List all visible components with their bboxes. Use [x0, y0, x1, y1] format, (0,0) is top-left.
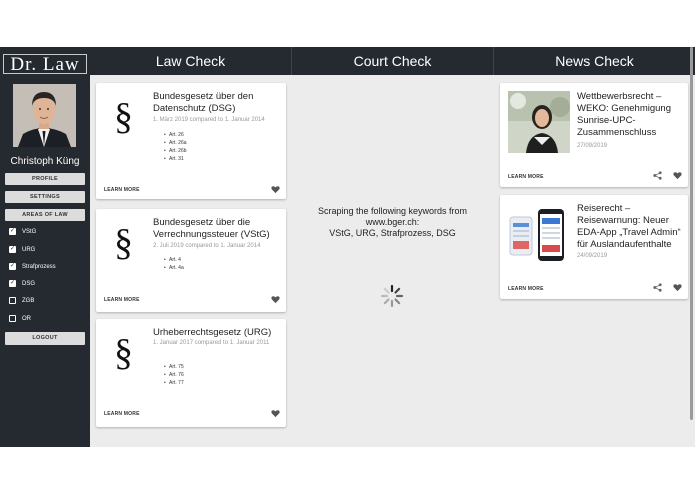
article-list — [164, 131, 187, 163]
profile-button[interactable]: PROFILE — [5, 173, 85, 185]
area-checkbox-dsg[interactable] — [9, 279, 35, 288]
checkbox-label: Strafprozess — [22, 263, 56, 270]
checkbox-checked-icon[interactable]: ✓ — [9, 280, 16, 286]
share-icon[interactable] — [653, 171, 662, 180]
heart-icon[interactable] — [673, 283, 682, 292]
area-checkbox-strafprozess[interactable] — [9, 262, 56, 271]
tab-court-check[interactable]: Court Check — [353, 53, 432, 69]
court-status-keywords: VStG, URG, Strafprozess, DSG — [329, 228, 456, 238]
article-item: • Art. 31 — [164, 155, 187, 163]
article-item: • Art. 26a — [164, 139, 187, 147]
article-item: • Art. 4a — [164, 264, 184, 272]
court-scraping-status — [305, 206, 480, 239]
share-icon[interactable] — [653, 283, 662, 292]
law-compare-date: 1. Januar 2017 compared to 1. Januar 2011 — [153, 340, 270, 346]
law-card[interactable] — [96, 209, 286, 312]
checkbox-label: VStG — [22, 228, 37, 235]
law-title: Bundesgesetz über die Verrechnungssteuer (VStG) — [153, 217, 270, 240]
court-status-url: www.bger.ch: — [365, 217, 420, 227]
checkbox-unchecked-icon[interactable] — [9, 297, 16, 304]
news-date: 27/09/2019 — [577, 143, 608, 149]
court-status-line: Scraping the following keywords from — [317, 206, 468, 216]
checkbox-label: ZGB — [22, 297, 35, 304]
loading-spinner-icon — [380, 284, 404, 308]
news-card[interactable] — [500, 195, 688, 299]
areas-of-law-button[interactable]: AREAS OF LAW — [5, 209, 85, 221]
article-item: • Art. 77 — [164, 379, 184, 387]
heart-icon[interactable] — [271, 409, 280, 418]
settings-button[interactable]: SETTINGS — [5, 191, 85, 203]
news-card[interactable] — [500, 83, 688, 187]
learn-more-link[interactable]: LEARN MORE — [508, 286, 544, 292]
logout-button[interactable]: LOGOUT — [5, 332, 85, 345]
avatar — [13, 84, 76, 147]
article-list — [164, 256, 184, 272]
learn-more-link[interactable]: LEARN MORE — [508, 174, 544, 180]
law-compare-date: 2. Juli 2019 compared to 1. Januar 2014 — [153, 243, 261, 249]
heart-icon[interactable] — [271, 295, 280, 304]
article-list — [164, 363, 184, 387]
article-item: • Art. 75 — [164, 363, 184, 371]
law-card[interactable] — [96, 83, 286, 199]
area-checkbox-or[interactable] — [9, 314, 31, 323]
news-thumbnail-image — [508, 91, 570, 153]
checkbox-label: DSG — [22, 280, 36, 287]
law-card[interactable] — [96, 319, 286, 427]
checkbox-checked-icon[interactable]: ✓ — [9, 246, 16, 252]
news-title: Wettbewerbsrecht – WEKO: Genehmigung Sunrise-UPC-Zusammenschluss — [577, 91, 671, 138]
user-name: Christoph Küng — [10, 156, 80, 167]
app-window — [0, 47, 695, 447]
heart-icon[interactable] — [271, 185, 280, 194]
news-title: Reiserecht – Reisewarnung: Neuer EDA-App „Travel Admin“ für Auslandaufenthalte — [577, 203, 681, 250]
app-logo: Dr. Law — [3, 54, 87, 74]
news-thumbnail-image — [508, 205, 568, 265]
scrollbar[interactable] — [690, 47, 693, 420]
paragraph-icon: § — [114, 332, 133, 374]
news-date: 24/09/2019 — [577, 253, 608, 259]
learn-more-link[interactable]: LEARN MORE — [104, 187, 140, 193]
area-checkbox-urg[interactable] — [9, 245, 35, 254]
article-item: • Art. 76 — [164, 371, 184, 379]
area-checkbox-vstg[interactable] — [9, 227, 36, 236]
law-title: Urheberrechtsgesetz (URG) — [153, 327, 272, 338]
heart-icon[interactable] — [673, 171, 682, 180]
article-item: • Art. 4 — [164, 256, 184, 264]
column-header-bar — [90, 47, 695, 75]
checkbox-unchecked-icon[interactable] — [9, 315, 16, 322]
sidebar — [0, 47, 90, 447]
area-checkbox-zgb[interactable] — [9, 296, 34, 305]
tab-law-check[interactable]: Law Check — [155, 53, 226, 69]
paragraph-icon: § — [114, 222, 133, 264]
checkbox-checked-icon[interactable]: ✓ — [9, 228, 16, 234]
checkbox-label: URG — [22, 246, 36, 253]
checkbox-label: OR — [22, 315, 31, 322]
law-title: Bundesgesetz über den Datenschutz (DSG) — [153, 91, 254, 114]
tab-news-check[interactable]: News Check — [555, 53, 634, 69]
checkbox-checked-icon[interactable]: ✓ — [9, 263, 16, 269]
learn-more-link[interactable]: LEARN MORE — [104, 297, 140, 303]
paragraph-icon: § — [114, 96, 133, 138]
article-item: • Art. 26 — [164, 131, 187, 139]
law-compare-date: 1. März 2019 compared to 1. Januar 2014 — [153, 117, 265, 123]
article-item: • Art. 26b — [164, 147, 187, 155]
learn-more-link[interactable]: LEARN MORE — [104, 411, 140, 417]
